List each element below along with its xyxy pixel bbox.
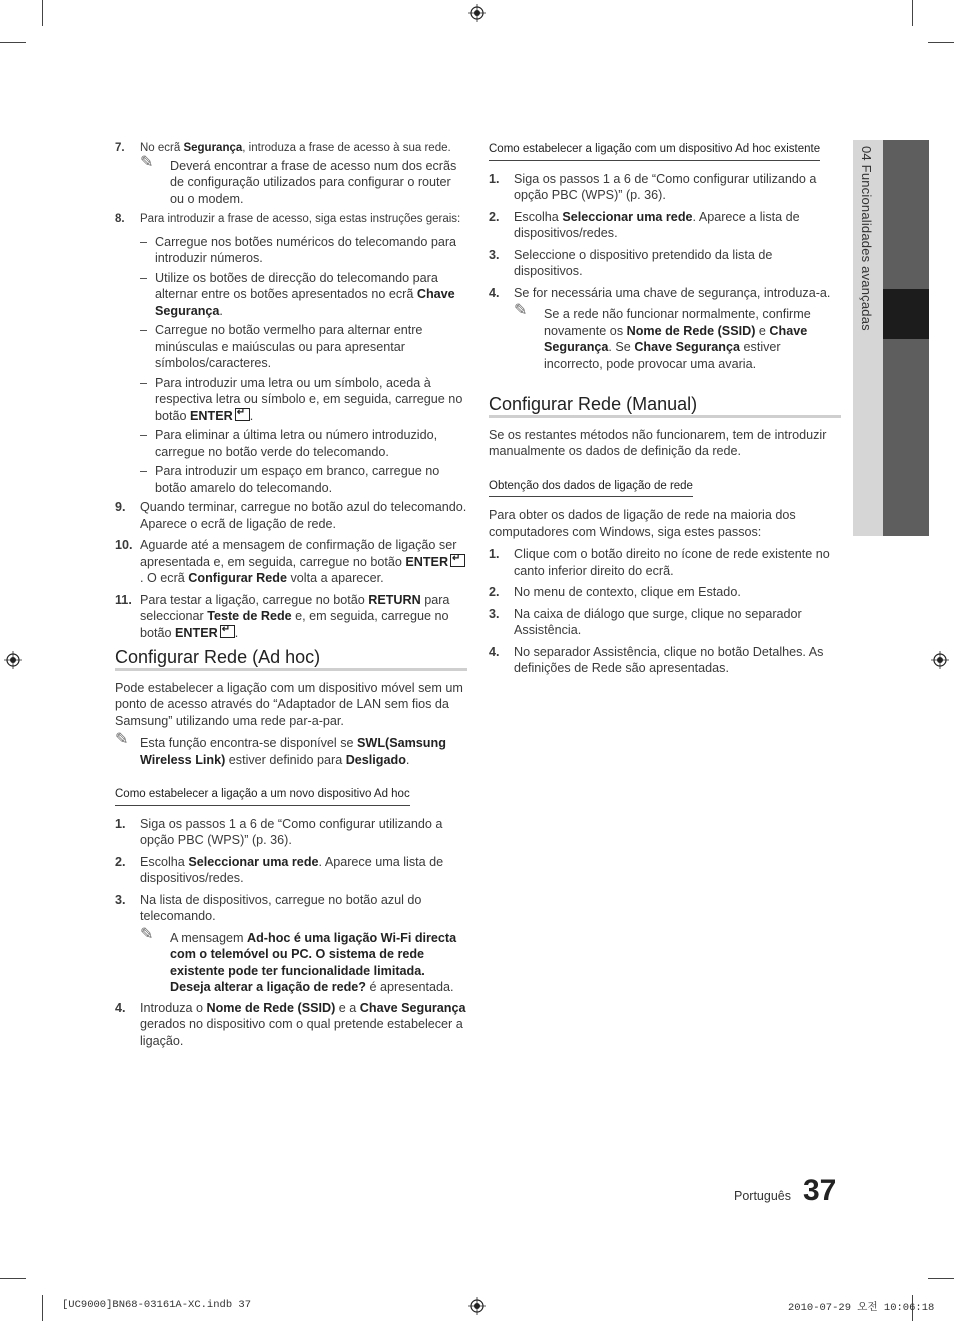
list-item: 1. Siga os passos 1 a 6 de “Como configurar utilizando a opção PBC (WPS)” (p. 36). (115, 816, 443, 847)
paragraph: Se os restantes métodos não funcionarem, tem de introduzir manualmente os dados de definição da rede. (489, 427, 827, 458)
pencil-note-icon: ✎ (514, 302, 528, 319)
registration-mark-icon (931, 651, 949, 669)
list-item: 1. Clique com o botão direito no ícone de rede existente no canto inferior direito do ecrã. (489, 547, 830, 578)
dash-item: – Carregue no botão vermelho para alternar entre minúsculas e maiúsculas ou para apresentar símbolos/caracteres. (140, 323, 423, 370)
list-item: 3. Seleccione o dispositivo pretendido da lista de dispositivos. (489, 247, 773, 278)
list-item: 4. No separador Assistência, clique no botão Detalhes. As definições de Rede são apresentadas. (489, 644, 824, 675)
subheading-new-adhoc: Como estabelecer a ligação a um novo dispositivo Ad hoc (115, 786, 410, 806)
crop-mark (912, 0, 913, 26)
list-item: 2. Escolha Seleccionar uma rede. Aparece a lista de dispositivos/redes. (489, 209, 800, 240)
pencil-note-icon: ✎ (115, 731, 129, 748)
pencil-note-icon: ✎ (140, 925, 154, 943)
dash-item: – Carregue nos botões numéricos do telecomando para introduzir números. (140, 234, 457, 265)
registration-mark-icon (468, 4, 486, 22)
list-item: 7. No ecrã Segurança, introduza a frase de acesso à sua rede. (115, 142, 451, 154)
list-item: 10. Aguarde até a mensagem de confirmação de ligação ser apresentada e, em seguida, carregue no botão ENTER↵. O ecrã Configurar Rede volta a aparecer. (115, 537, 467, 587)
registration-mark-icon (468, 1297, 486, 1315)
dash-item: – Para introduzir uma letra ou um símbolo, aceda à respectiva letra ou símbolo e, em seguida, carregue no botão ENTER↵ . (115, 375, 467, 425)
list-item: 3. Na lista de dispositivos, carregue no botão azul do telecomando. (115, 892, 422, 923)
list-item: 9. Quando terminar, carregue no botão azul do telecomando. Aparece o ecrã de ligação de rede. (115, 500, 467, 531)
note: ✎ Esta função encontra-se disponível se SWL(Samsung Wireless Link) estiver definido para Desligado. (115, 731, 446, 767)
page-number: 37 (803, 1174, 837, 1207)
footer-language: Português (734, 1189, 791, 1203)
left-column (115, 140, 467, 1054)
enter-key-icon (450, 554, 465, 567)
subheading-existing-adhoc: Como estabelecer a ligação com um dispositivo Ad hoc existente (489, 141, 820, 161)
list-item: 4. Se for necessária uma chave de segurança, introduza-a. (489, 285, 831, 300)
list-item: 11. Para testar a ligação, carregue no botão RETURN para seleccionar Teste de Rede e, em seguida, carregue no botão ENTER↵ . (115, 592, 467, 642)
crop-mark (42, 0, 43, 26)
pencil-note-icon: ✎ (140, 153, 154, 171)
section-heading-manual: Configurar Rede (Manual) (489, 396, 841, 418)
list-item: 2. No menu de contexto, clique em Estado. (489, 585, 741, 599)
right-column (489, 140, 841, 682)
note: ✎ Deverá encontrar a frase de acesso num dos ecrãs de configuração utilizados para configurar o router ou o modem. (140, 153, 457, 206)
crop-mark (928, 1278, 954, 1279)
note: ✎ A mensagem Ad-hoc é uma ligação Wi-Fi directa com o telemóvel ou PC. O sistema de rede existente pode ter funcionalidade limitada. Deseja alterar a ligação de rede? é apresentada. (140, 925, 457, 994)
dash-item: – Para introduzir um espaço em branco, carregue no botão amarelo do telecomando. (140, 464, 440, 495)
print-slug-date: 2010-07-29 오전 10:06:18 (788, 1302, 935, 1314)
list-item: 8. Para introduzir a frase de acesso, siga estas instruções gerais: (115, 213, 461, 225)
crop-mark (0, 1278, 26, 1279)
chapter-tab (853, 140, 883, 536)
crop-mark (0, 42, 26, 43)
paragraph: Pode estabelecer a ligação com um dispositivo móvel sem um ponto de acesso através do “Adaptador de LAN sem fios da Samsung” utilizando uma rede par-a-par. (115, 680, 463, 728)
section-heading-adhoc: Configurar Rede (Ad hoc) (115, 649, 467, 671)
note: ✎ Se a rede não funcionar normalmente, confirme novamente os Nome de Rede (SSID) e Chave Segurança. Se Chave Segurança estiver incorrecto, pode provocar uma avaria. (514, 302, 811, 371)
list-item: 2. Escolha Seleccionar uma rede. Aparece uma lista de dispositivos/redes. (115, 854, 444, 885)
chapter-tab-marker (883, 289, 929, 339)
list-item: 3. Na caixa de diálogo que surge, clique no separador Assistência. (489, 606, 802, 637)
dash-item: – Utilize os botões de direcção do telecomando para alternar entre os botões apresentados no ecrã Chave Segurança. (140, 270, 455, 318)
list-item: 4. Introduza o Nome de Rede (SSID) e a Chave Segurança gerados no dispositivo com o qual pretende estabelecer a ligação. (115, 1000, 466, 1048)
crop-mark (42, 1295, 43, 1321)
print-slug-file: [UC9000]BN68-03161A-XC.indb 37 (62, 1299, 252, 1311)
enter-key-icon (220, 625, 235, 638)
subheading-obtain-data: Obtenção dos dados de ligação de rede (489, 478, 693, 498)
chapter-label: 04 Funcionalidades avançadas (859, 146, 874, 331)
paragraph: Para obter os dados de ligação de rede na maioria dos computadores com Windows, siga estes passos: (489, 508, 796, 539)
list-item: 1. Siga os passos 1 a 6 de “Como configurar utilizando a opção PBC (WPS)” (p. 36). (489, 171, 817, 202)
registration-mark-icon (4, 651, 22, 669)
dash-item: – Para eliminar a última letra ou número introduzido, carregue no botão verde do telecomando. (140, 428, 438, 459)
enter-key-icon (235, 408, 250, 421)
crop-mark (928, 42, 954, 43)
